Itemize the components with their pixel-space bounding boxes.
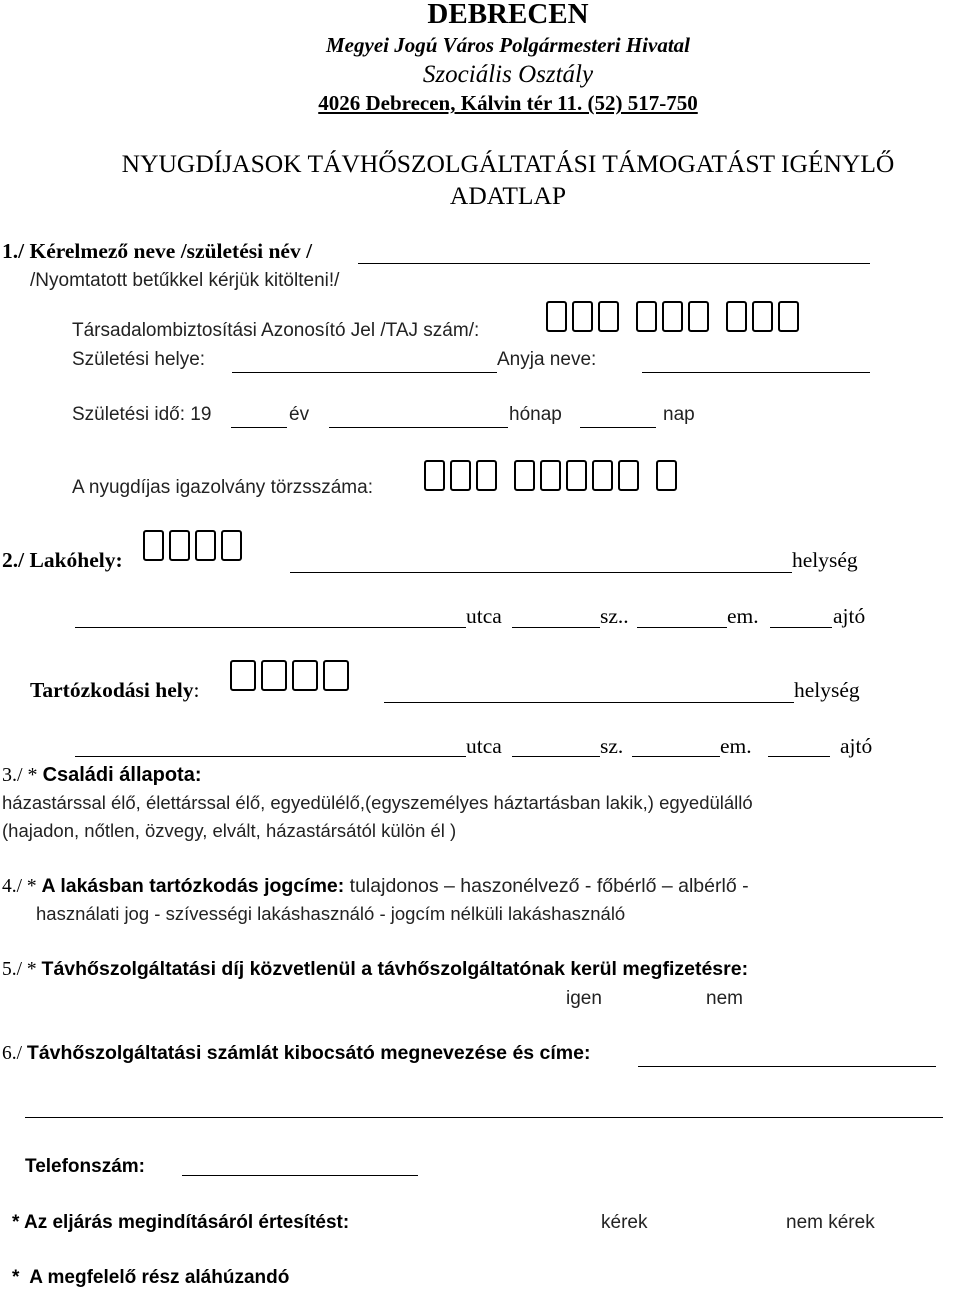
- residence-floor-label: em.: [727, 604, 759, 628]
- invoice-issuer-address-field[interactable]: [25, 1117, 943, 1118]
- pension-id-boxes[interactable]: [424, 460, 682, 491]
- digit-box[interactable]: [598, 301, 619, 332]
- stay-street-label: utca: [466, 734, 502, 758]
- stay-locality-field[interactable]: [384, 702, 794, 703]
- digit-box[interactable]: [572, 301, 593, 332]
- stay-door-field[interactable]: [768, 756, 830, 757]
- birth-day-field[interactable]: [580, 427, 656, 428]
- stay-number-field[interactable]: [512, 756, 600, 757]
- residence-number-field[interactable]: [512, 627, 600, 628]
- marital-status-options-line1[interactable]: házastárssal élő, élettárssal élő, egyedülélő,(egyszemélyes háztartásban lakik,) egyedülálló: [2, 792, 753, 813]
- digit-box[interactable]: [292, 660, 318, 691]
- digit-box[interactable]: [636, 301, 657, 332]
- print-instruction: /Nyomtatott betűkkel kérjük kitölteni!/: [30, 270, 340, 291]
- digit-box[interactable]: [566, 460, 587, 491]
- applicant-name-label: 1./ Kérelmező neve /születési név /: [2, 239, 313, 263]
- digit-box[interactable]: [450, 460, 471, 491]
- day-label: nap: [663, 404, 695, 425]
- residence-locality-label: helység: [792, 548, 858, 572]
- direct-payment-no[interactable]: nem: [706, 988, 743, 1009]
- residence-label: 2./ Lakóhely:: [2, 548, 123, 572]
- digit-box[interactable]: [662, 301, 683, 332]
- underline-footnote: * A megfelelő rész aláhúzandó: [12, 1267, 290, 1288]
- invoice-issuer-field[interactable]: [638, 1066, 936, 1067]
- digit-box[interactable]: [656, 460, 677, 491]
- birthplace-field[interactable]: [232, 372, 497, 373]
- direct-payment-yes[interactable]: igen: [566, 988, 602, 1009]
- department-name: Szociális Osztály: [422, 61, 594, 88]
- direct-payment-heading: 5./ * Távhőszolgáltatási díj közvetlenül a távhőszolgáltatónak kerül megfizetésre:: [2, 958, 749, 980]
- notification-no[interactable]: nem kérek: [786, 1212, 875, 1233]
- birthdate-label: Születési idő: 19: [72, 404, 212, 425]
- marital-status-options-line2[interactable]: (hajadon, nőtlen, özvegy, elvált, házastársától külön él ): [2, 820, 457, 841]
- digit-box[interactable]: [514, 460, 535, 491]
- birth-month-field[interactable]: [329, 427, 508, 428]
- taj-number-boxes[interactable]: [546, 301, 804, 332]
- digit-box[interactable]: [592, 460, 613, 491]
- residence-door-label: ajtó: [833, 604, 866, 628]
- phone-field[interactable]: [182, 1175, 418, 1176]
- occupancy-options-line1[interactable]: tulajdonos – haszonélvező - főbérlő – albérlő -: [344, 875, 749, 897]
- digit-box[interactable]: [752, 301, 773, 332]
- digit-box[interactable]: [195, 530, 216, 561]
- marital-status-heading: 3./ * Családi állapota:: [2, 764, 202, 786]
- mother-name-label: Anyja neve:: [497, 349, 597, 370]
- stay-floor-label: em.: [720, 734, 752, 758]
- stay-door-label: ajtó: [840, 734, 873, 758]
- digit-box[interactable]: [169, 530, 190, 561]
- digit-box[interactable]: [540, 460, 561, 491]
- applicant-name-field[interactable]: [358, 263, 870, 264]
- residence-street-field[interactable]: [75, 627, 466, 628]
- city-title: DEBRECEN: [427, 0, 589, 30]
- digit-box[interactable]: [230, 660, 256, 691]
- notification-yes[interactable]: kérek: [601, 1212, 648, 1233]
- birthplace-label: Születési helye:: [72, 349, 206, 370]
- phone-label: Telefonszám:: [25, 1156, 146, 1177]
- stay-street-field[interactable]: [75, 756, 466, 757]
- mother-name-field[interactable]: [642, 372, 870, 373]
- digit-box[interactable]: [688, 301, 709, 332]
- pension-id-label: A nyugdíjas igazolvány törzsszáma:: [72, 477, 373, 498]
- digit-box[interactable]: [726, 301, 747, 332]
- residence-number-label: sz..: [600, 604, 629, 628]
- notification-label: * Az eljárás megindításáról értesítést:: [12, 1212, 350, 1233]
- stay-postcode-boxes[interactable]: [230, 660, 354, 691]
- digit-box[interactable]: [221, 530, 242, 561]
- form-title-line2: ADATLAP: [449, 181, 567, 210]
- digit-box[interactable]: [546, 301, 567, 332]
- invoice-issuer-heading: 6./ Távhőszolgáltatási számlát kibocsátó megnevezése és címe:: [2, 1042, 591, 1064]
- birth-year-field[interactable]: [231, 427, 287, 428]
- digit-box[interactable]: [618, 460, 639, 491]
- digit-box[interactable]: [261, 660, 287, 691]
- digit-box[interactable]: [323, 660, 349, 691]
- residence-door-field[interactable]: [770, 627, 832, 628]
- digit-box[interactable]: [476, 460, 497, 491]
- residence-street-label: utca: [466, 604, 502, 628]
- digit-box[interactable]: [143, 530, 164, 561]
- digit-box[interactable]: [778, 301, 799, 332]
- residence-floor-field[interactable]: [637, 627, 727, 628]
- stay-locality-label: helység: [794, 678, 860, 702]
- month-label: hónap: [509, 404, 562, 425]
- occupancy-options-line2[interactable]: használati jog - szívességi lakáshasználó - jogcím nélküli lakáshasználó: [36, 903, 626, 924]
- office-address: 4026 Debrecen, Kálvin tér 11. (52) 517-750: [318, 91, 698, 115]
- residence-postcode-boxes[interactable]: [143, 530, 247, 561]
- form-title-line1: NYUGDÍJASOK TÁVHŐSZOLGÁLTATÁSI TÁMOGATÁST IGÉNYLŐ: [121, 149, 895, 178]
- stay-floor-field[interactable]: [632, 756, 720, 757]
- stay-number-label: sz.: [600, 734, 624, 758]
- office-name: Megyei Jogú Város Polgármesteri Hivatal: [326, 33, 690, 57]
- year-label: év: [289, 404, 310, 425]
- residence-locality-field[interactable]: [290, 572, 792, 573]
- taj-label: Társadalombiztosítási Azonosító Jel /TAJ szám/:: [72, 320, 480, 341]
- digit-box[interactable]: [424, 460, 445, 491]
- occupancy-title-heading: 4./ * A lakásban tartózkodás jogcíme: tulajdonos – haszonélvező - főbérlő – albérlő -: [2, 875, 749, 897]
- stay-label: Tartózkodási hely:: [30, 678, 200, 702]
